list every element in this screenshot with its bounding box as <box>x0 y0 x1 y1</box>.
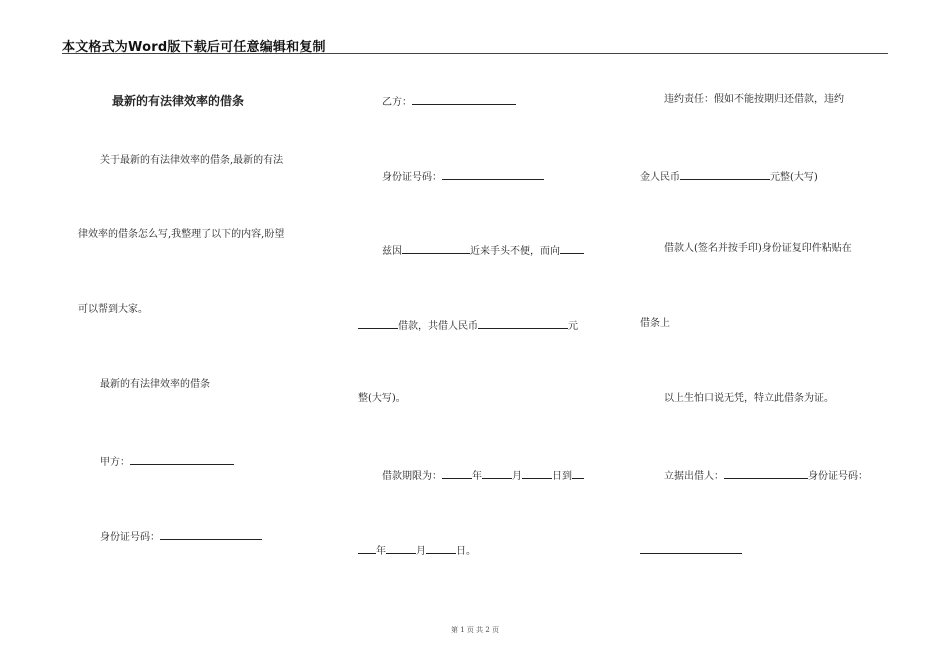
end-month-blank <box>386 543 416 554</box>
term-month-blank <box>482 468 512 479</box>
party-b-blank <box>412 94 516 105</box>
penalty-line <box>640 169 818 184</box>
signer-id-line <box>640 543 742 558</box>
penalty-blank <box>680 169 770 180</box>
intro-line-3: 可以帮到大家。 <box>78 304 148 315</box>
reason-line <box>382 243 584 258</box>
loan-line <box>358 318 578 333</box>
signer-line <box>664 468 868 483</box>
reason-prefix: 兹因 <box>382 246 402 257</box>
intro-line-1: 关于最新的有法律效率的借条,最新的有法 <box>100 155 284 166</box>
reason-mid: 近来手头不便，而向 <box>470 246 560 257</box>
lender-blank <box>358 318 398 329</box>
term-day-to: 日到 <box>552 471 572 482</box>
signer-blank <box>724 468 808 479</box>
loan-suffix: 元 <box>568 321 578 332</box>
id-label-b: 身份证号码： <box>382 172 442 183</box>
id-blank-b <box>442 169 544 180</box>
term-end-blank <box>572 468 584 479</box>
end-year: 年 <box>376 546 386 557</box>
signer-id-blank <box>640 543 742 554</box>
term-prefix: 借款期限为： <box>382 471 442 482</box>
breach-line: 违约责任：假如不能按期归还借款，违约 <box>664 94 844 105</box>
end-year-blank <box>358 543 376 554</box>
party-b-label: 乙方： <box>382 97 412 108</box>
reason-blank-2 <box>560 243 584 254</box>
intro-line-2: 律效率的借条怎么写,我整理了以下的内容,盼望 <box>78 229 285 240</box>
id-label-a: 身份证号码： <box>100 532 160 543</box>
reason-blank-1 <box>402 243 470 254</box>
capital-line: 整(大写)。 <box>358 393 406 404</box>
page-header: 本文格式为Word版下载后可任意编辑和复制 <box>62 40 326 55</box>
party-a-blank <box>130 454 234 465</box>
end-month: 月 <box>416 546 426 557</box>
term-day-blank <box>522 468 552 479</box>
party-b-line <box>382 94 516 109</box>
party-a-line <box>100 454 234 469</box>
document-title: 最新的有法律效率的借条 <box>112 94 245 108</box>
term-month: 月 <box>512 471 522 482</box>
term-end-line <box>358 543 476 558</box>
penalty-suffix: 元整(大写) <box>770 172 818 183</box>
amount-blank <box>478 318 568 329</box>
sign-line-2: 借条上 <box>640 318 670 329</box>
id-line-b <box>382 169 544 184</box>
page-footer: 第 1 页 共 2 页 <box>450 626 500 634</box>
sign-line-1: 借款人(签名并按手印)身份证复印件粘贴在 <box>664 243 852 254</box>
end-day: 日。 <box>456 546 476 557</box>
loan-mid: 借款，共借人民币 <box>398 321 478 332</box>
end-day-blank <box>426 543 456 554</box>
id-blank-a <box>160 529 262 540</box>
term-year-blank <box>442 468 472 479</box>
signer-id-label: 身份证号码： <box>808 471 868 482</box>
term-year: 年 <box>472 471 482 482</box>
subtitle: 最新的有法律效率的借条 <box>100 379 210 390</box>
signer-label: 立据出借人： <box>664 471 724 482</box>
proof-line: 以上生怕口说无凭，特立此借条为证。 <box>664 393 834 404</box>
id-line-a <box>100 529 262 544</box>
party-a-label: 甲方： <box>100 457 130 468</box>
term-line <box>382 468 584 483</box>
header-rule <box>62 53 888 54</box>
penalty-prefix: 金人民币 <box>640 172 680 183</box>
